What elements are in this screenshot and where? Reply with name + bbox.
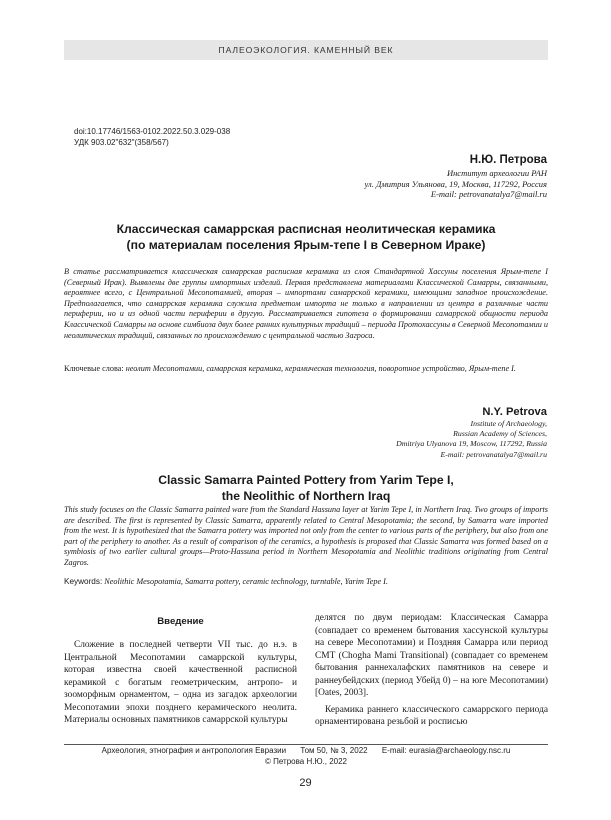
page-footer <box>64 746 548 767</box>
author-address-en: Dmitriya Ulyanova 19, Moscow, 117292, Russia <box>396 439 547 449</box>
section-title-intro: Введение <box>157 616 204 627</box>
keywords-ru-label: Ключевые слова: <box>64 364 124 373</box>
author-block-ru <box>364 153 547 200</box>
body-column-left <box>64 612 297 727</box>
author-name-ru: Н.Ю. Петрова <box>469 154 547 166</box>
journal-name: Археология, этнография и антропология Евразии <box>101 746 287 755</box>
article-title-ru <box>64 222 548 253</box>
title-en-line2: the Neolithic of Northern Iraq <box>221 488 391 503</box>
title-ru-line1: Классическая самаррская расписная неолитическая керамика <box>116 222 496 236</box>
author-institute-en-2: Russian Academy of Sciences, <box>453 429 547 439</box>
journal-volume: Том 50, № 3, 2022 <box>300 746 368 755</box>
keywords-en <box>64 577 548 588</box>
body-paragraph: Керамика раннего классического самаррского периода орнаментирована резьбой и росписью <box>315 704 548 727</box>
udk-code: УДК 903.02"632"(358/567) <box>74 138 169 147</box>
section-header: ПАЛЕОЭКОЛОГИЯ. КАМЕННЫЙ ВЕК <box>64 40 548 60</box>
doi-block <box>74 126 230 148</box>
journal-email[interactable]: E-mail: eurasia@archaeology.nsc.ru <box>381 746 511 755</box>
footer-divider <box>64 744 548 745</box>
page-number: 29 <box>299 777 312 789</box>
title-ru-line2: (по материалам поселения Ярым-тепе I в Северном Ираке) <box>126 237 486 252</box>
doi-link[interactable]: doi:10.17746/1563-0102.2022.50.3.029-038 <box>74 127 231 136</box>
keywords-ru-text: неолит Месопотамии, самаррская керамика, керамическая технология, поворотное устройство, Ярым-тепе I. <box>125 364 516 373</box>
copyright: © Петрова Н.Ю., 2022 <box>265 756 347 766</box>
author-email-en[interactable]: E-mail: petrovanatalya7@mail.ru <box>440 449 547 459</box>
author-block-en <box>396 405 547 460</box>
body-paragraph: делятся по двум периодам: Классическая Самарра (совпадает со временем бытования хассунской культуры на севере Месопотамии) и Поздняя Самарра или период СМТ (Chogha Mami Transitional) (совпадает со временем бытования раннехалафских памятников на севере и раннеубейдских (период Убейд 0) – на юге Месопотамии) [Oates, 2003]. <box>315 613 548 698</box>
body-column-right <box>315 612 548 729</box>
author-address-ru: ул. Дмитрия Ульянова, 19, Москва, 117292, Россия <box>364 178 547 189</box>
author-institute-en-1: Institute of Archaeology, <box>470 419 547 428</box>
title-en-line1: Classic Samarra Painted Pottery from Yarim Tepe I, <box>158 473 454 487</box>
author-email-ru[interactable]: E-mail: petrovanatalya7@mail.ru <box>430 189 547 199</box>
abstract-en: This study focuses on the Classic Samarra painted ware from the Standard Hassuna layer at Yarim Tepe I, in Northern Iraq. Two groups of imports are described. The first is represented by Classic Samarra, apparently related to Central Mesopotamia; the second, by Samarra ware imported from the west. It is hypothesized that the Samarra pottery was imported not only from the center to various parts of the periphery, but also from one part of the periphery to another. As a result of comparison of the ceramics, a hypothesis is proposed that Classic Samarra was formed based on a symbiosis of two earlier cultural groups—Proto-Hassuna period in Northern Mesopotamia and Neolithic traditions originating from Central Zagros. <box>64 505 548 567</box>
keywords-en-text: Neolithic Mesopotamia, Samarra pottery, ceramic technology, turntable, Yarim Tepe I. <box>104 577 388 586</box>
abstract-ru: В статье рассматривается классическая самаррская расписная керамика из слоя Стандартной Хассуны поселения Ярым-тепе I (Северный Ирак). Выявлены две группы импортных изделий. Первая представлена материалами Классической Самарры, связанными, вероятнее всего, с Центральной Месопотамией, вторая – импортами самаррской керамики, имеющими западное происхождение. Предполагается, что самаррская керамика служила предметом импорта не только в направлении из центра в различные части периферии, но и из одной части периферии в другую. Рассматривается гипотеза о формировании самаррской общности периода Классической Самарры на основе симбиоза двух более ранних культурных традиций – периода Протохассуны в Северной Месопотамии и неолитических традиций, связанных по происхождению с центральной частью Загроса. <box>64 267 548 340</box>
article-title-en <box>64 473 548 504</box>
author-name-en: N.Y. Petrova <box>482 406 547 418</box>
keywords-ru <box>64 364 548 375</box>
body-paragraph: Сложение в последней четверти VII тыс. до н.э. в Центральной Месопотамии самаррской культуры, которая известна своей качественной расписной керамикой с богатым геометрическим, антропо- и зооморфным орнаментом, – одна из загадок археологии Месопотамии эпохи позднего керамического неолита. Материалы основных памятников самаррской культуры <box>64 640 297 725</box>
author-institute-ru: Институт археологии РАН <box>446 168 547 178</box>
keywords-en-label: Keywords: <box>64 577 103 586</box>
